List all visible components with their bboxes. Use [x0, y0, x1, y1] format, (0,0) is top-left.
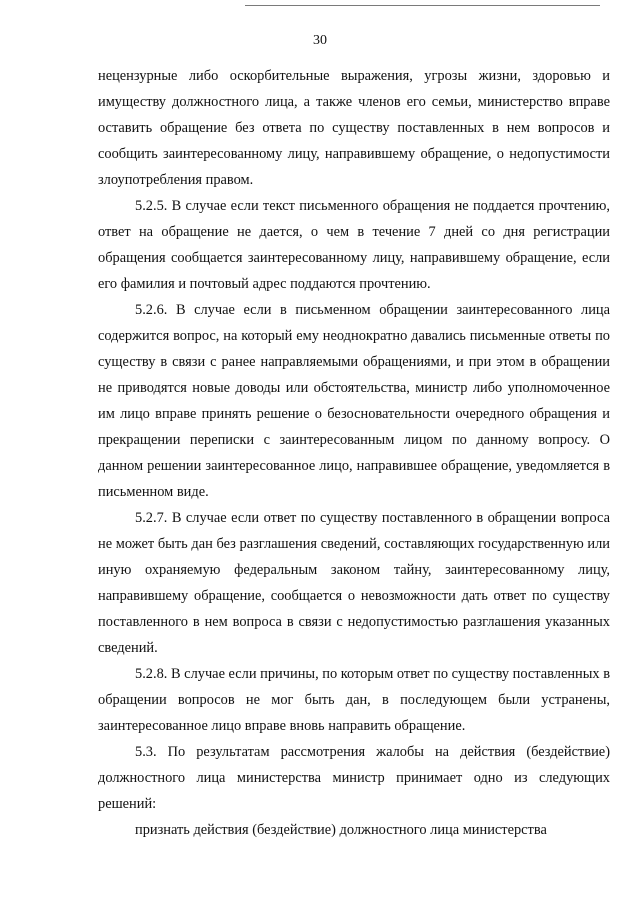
paragraph-5-2-6: 5.2.6. В случае если в письменном обращении заинтересованного лица содержится вопрос, на который ему неоднократно давались письменные ответы по существу в связи с ранее направляемыми обращениями, и при этом в обращении не приводятся новые доводы или обстоятельства, министр либо уполномоченное им лицо вправе принять решение о безосновательности очередного обращения и прекращении переписки с заинтересованным лицом по данному вопросу. О данном решении заинтересованное лицо, направившее обращение, уведомляется в письменном виде.: [98, 302, 610, 500]
document-body: [98, 63, 610, 843]
scan-edge-line: [245, 5, 600, 6]
paragraph-decision-1: признать действия (бездействие) должностного лица министерства: [135, 822, 547, 838]
paragraph-5-2-7: 5.2.7. В случае если ответ по существу поставленного в обращении вопроса не может быть дан без разглашения сведений, составляющих государственную или иную охраняемую федеральным законом тайну, заинтересованному лицу, направившему обращение, сообщается о невозможности дать ответ по существу поставленного в нем вопроса в связи с недопустимостью разглашения указанных сведений.: [98, 510, 610, 656]
paragraph-continuation: нецензурные либо оскорбительные выражения, угрозы жизни, здоровью и имуществу должностного лица, а также членов его семьи, министерство вправе оставить обращение без ответа по существу поставленных в нем вопросов и сообщить заинтересованному лицу, направившему обращение, о недопустимости злоупотребления правом.: [98, 68, 610, 188]
paragraph-5-2-5: 5.2.5. В случае если текст письменного обращения не поддается прочтению, ответ на обращение не дается, о чем в течение 7 дней со дня регистрации обращения сообщается заинтересованному лицу, направившему обращение, если его фамилия и почтовый адрес поддаются прочтению.: [98, 198, 610, 292]
paragraph-5-3: 5.3. По результатам рассмотрения жалобы на действия (бездействие) должностного лица министерства министр принимает одно из следующих решений:: [98, 744, 610, 812]
page-number: 30: [313, 33, 327, 48]
paragraph-5-2-8: 5.2.8. В случае если причины, по которым ответ по существу поставленных в обращении вопросов не мог быть дан, в последующем были устранены, заинтересованное лицо вправе вновь направить обращение.: [98, 666, 610, 734]
